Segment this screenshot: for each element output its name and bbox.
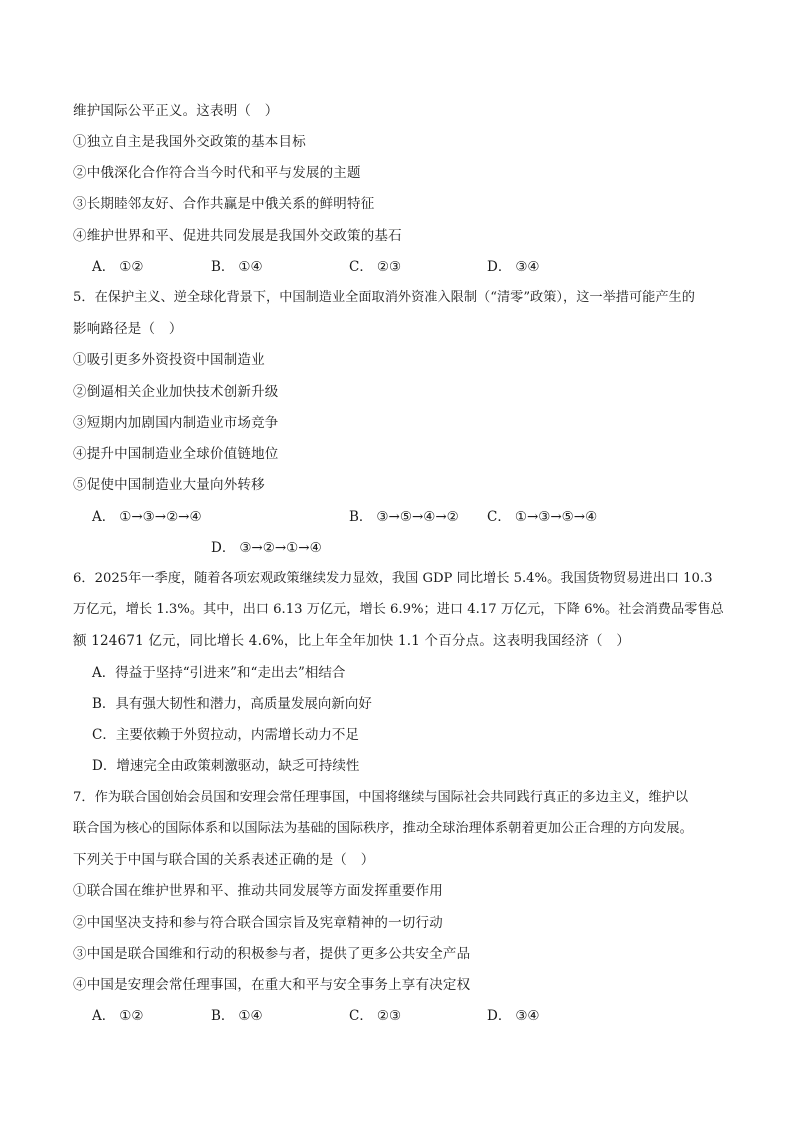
option-text: ②③	[376, 1008, 402, 1024]
q7-option-c[interactable]	[349, 1006, 401, 1026]
option-text: ③→②→①→④	[239, 540, 322, 556]
q5-stem-line-1: 5．在保护主义、逆全球化背景下，中国制造业全面取消外资准入限制（“清零”政策），这一举措可能产生的	[73, 290, 695, 305]
option-text: ①④	[238, 1008, 263, 1024]
q6-option-d[interactable]: D．增速完全由政策刺激驱动，缺乏可持续性	[92, 758, 360, 774]
q7-stem-line-1: 7．作为联合国创始会员国和安理会常任理事国，中国将继续与国际社会共同践行真正的多边主义，维护以	[73, 790, 689, 805]
q5-option-d[interactable]	[211, 538, 322, 558]
q7-item-1: ①联合国在维护世界和平、推动共同发展等方面发挥重要作用	[73, 883, 443, 899]
q4-option-a[interactable]	[92, 257, 143, 277]
q4-option-c[interactable]	[349, 257, 401, 277]
q5-option-a[interactable]	[92, 507, 202, 527]
q6-option-a[interactable]: A．得益于坚持“引进来”和“走出去”相结合	[92, 665, 346, 681]
q5-item-2: ②倒逼相关企业加快技术创新升级	[73, 384, 279, 400]
q4-item-1: ①独立自主是我国外交政策的基本目标	[73, 134, 306, 150]
q4-option-d[interactable]	[487, 257, 540, 277]
q6-option-c[interactable]: C．主要依赖于外贸拉动，内需增长动力不足	[92, 727, 359, 743]
q5-option-c[interactable]	[487, 507, 597, 527]
q5-item-4: ④提升中国制造业全球价值链地位	[73, 446, 279, 462]
q6-stem-line-3: 额 124671 亿元，同比增长 4.6%，比上年全年加快 1.1 个百分点。这表明我国经济（ ）	[73, 633, 631, 649]
q5-item-3: ③短期内加剧国内制造业市场竞争	[73, 415, 279, 431]
q7-option-d[interactable]	[487, 1006, 540, 1026]
option-text: ③④	[515, 1008, 540, 1024]
option-text: ②③	[376, 259, 402, 275]
q7-item-4: ④中国是安理会常任理事国，在重大和平与安全事务上享有决定权	[73, 977, 471, 993]
q7-stem-line-2: 联合国为核心的国际体系和以国际法为基础的国际秩序，推动全球治理体系朝着更加公正合理的方向发展。	[73, 821, 693, 836]
option-letter: D．	[487, 1008, 512, 1024]
option-letter: C．	[349, 1008, 373, 1024]
option-text: ③→⑤→④→②	[376, 509, 459, 525]
option-text: ③④	[515, 259, 540, 275]
q7-stem-line-3: 下列关于中国与联合国的关系表述正确的是（ ）	[73, 852, 375, 868]
option-letter: D．	[211, 540, 236, 556]
q7-item-2: ②中国坚决支持和参与符合联合国宗旨及宪章精神的一切行动	[73, 915, 443, 931]
q4-stem-tail: 维护国际公平正义。这表明（ ）	[73, 103, 279, 119]
option-letter: B．	[211, 1008, 235, 1024]
option-letter: C．	[487, 509, 511, 525]
option-text: ①→③→⑤→④	[514, 509, 598, 525]
q4-option-b[interactable]	[211, 257, 263, 277]
option-letter: D．	[487, 259, 512, 275]
q6-option-b[interactable]: B．具有强大韧性和潜力，高质量发展向新向好	[92, 696, 372, 712]
option-letter: A．	[92, 259, 116, 275]
q5-item-5: ⑤促使中国制造业大量向外转移	[73, 477, 265, 493]
q7-option-b[interactable]	[211, 1006, 263, 1026]
option-letter: B．	[349, 509, 373, 525]
option-letter: A．	[92, 509, 116, 525]
option-text: ①②	[119, 1008, 144, 1024]
option-letter: A．	[92, 1008, 116, 1024]
q5-option-b[interactable]	[349, 507, 459, 527]
q6-stem-line-2: 万亿元，增长 1.3%。其中，出口 6.13 万亿元，增长 6.9%；进口 4.17 万亿元，下降 6%。社会消费品零售总	[73, 602, 724, 617]
q7-item-3: ③中国是联合国维和行动的积极参与者，提供了更多公共安全产品	[73, 946, 471, 962]
q6-stem-line-1: 6．2025年一季度，随着各项宏观政策继续发力显效，我国 GDP 同比增长 5.4%。我国货物贸易进出口 10.3	[73, 571, 713, 586]
option-text: ①②	[119, 259, 144, 275]
q4-item-4: ④维护世界和平、促进共同发展是我国外交政策的基石	[73, 228, 402, 244]
q5-item-1: ①吸引更多外资投资中国制造业	[73, 352, 265, 368]
option-letter: B．	[211, 259, 235, 275]
option-text: ①→③→②→④	[119, 509, 202, 525]
q7-option-a[interactable]	[92, 1006, 143, 1026]
option-text: ①④	[238, 259, 263, 275]
q5-stem-line-2: 影响路径是（ ）	[73, 321, 183, 337]
q4-item-3: ③长期睦邻友好、合作共赢是中俄关系的鲜明特征	[73, 196, 375, 212]
q4-item-2: ②中俄深化合作符合当今时代和平与发展的主题	[73, 165, 361, 181]
option-letter: C．	[349, 259, 373, 275]
